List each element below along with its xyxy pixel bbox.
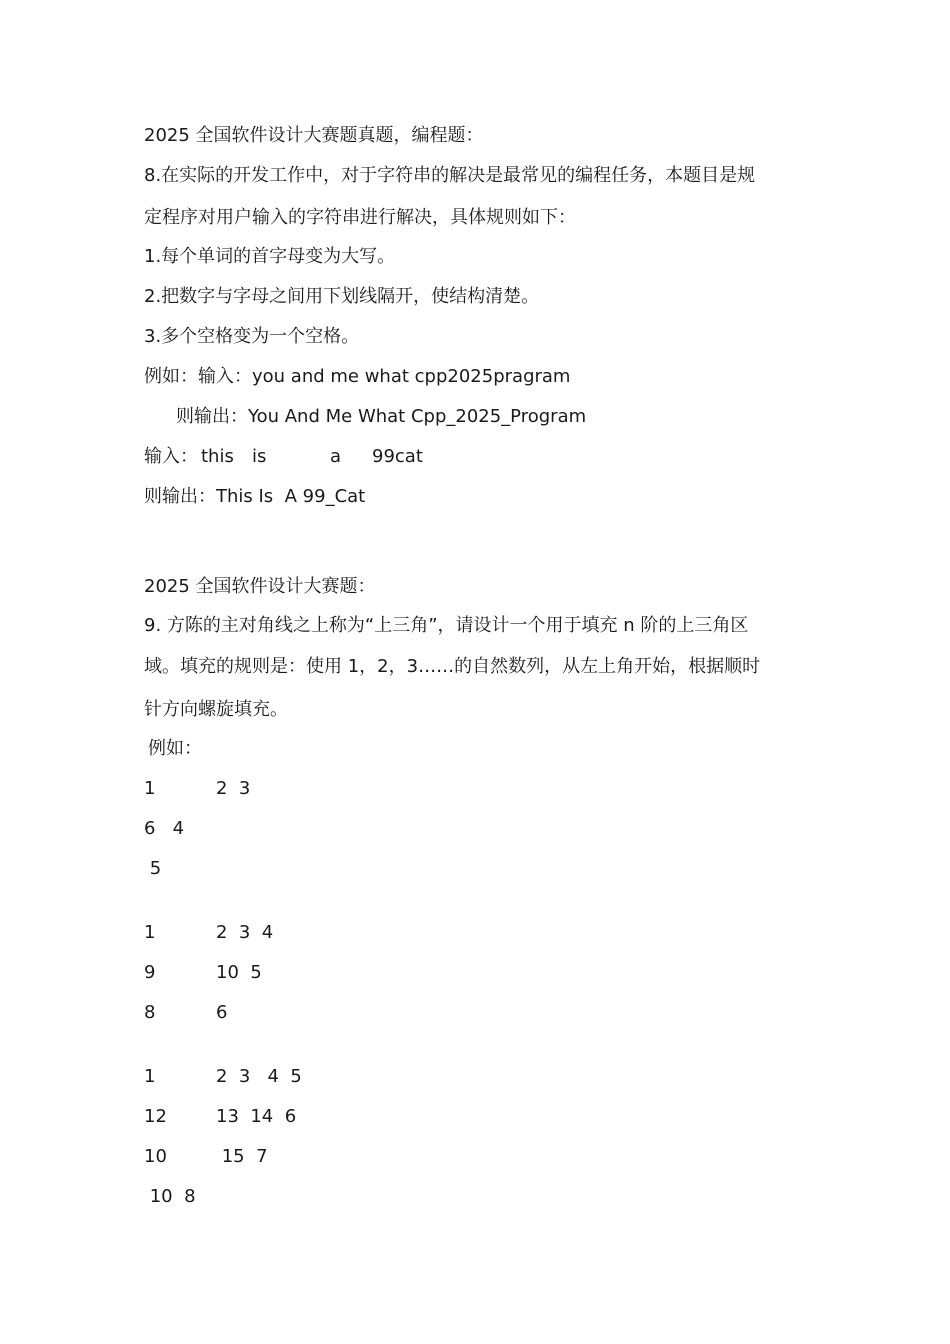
question9-line1: 9. 方陈的主对角线之上称为“上三角”，请设计一个用于填充 n 阶的上三角区 [144, 615, 749, 636]
matrix-cell: 2 3 4 5 [216, 1066, 302, 1087]
example2-word: is [252, 446, 267, 467]
question8-line1: 8.在实际的开发工作中，对于字符串的解决是最常见的编程任务，本题目是规 [144, 165, 756, 186]
matrix-cell: 8 [144, 1002, 156, 1023]
matrix-cell: 13 14 6 [216, 1106, 297, 1127]
matrix-cell: 9 [144, 962, 156, 983]
matrix-cell: 1 [144, 922, 156, 943]
section2-heading: 2025 全国软件设计大赛题： [144, 576, 376, 597]
matrix-cell: 10 8 [144, 1186, 196, 1207]
matrix-cell: 2 3 4 [216, 922, 274, 943]
matrix-cell: 15 7 [216, 1146, 268, 1167]
rule-2: 2.把数字与字母之间用下划线隔开，使结构清楚。 [144, 286, 540, 307]
matrix-cell: 2 3 [216, 778, 251, 799]
rule-1: 1.每个单词的首字母变为大写。 [144, 246, 396, 267]
example1-input: 例如：输入：you and me what cpp2025pragram [144, 366, 571, 387]
question9-line3: 针方向螺旋填充。 [144, 699, 288, 720]
matrix-cell: 1 [144, 1066, 156, 1087]
example2-word: a [330, 446, 342, 467]
example-label: 例如： [148, 738, 202, 759]
matrix-cell: 6 [216, 1002, 228, 1023]
example2-input-prefix: 输入： [144, 446, 198, 467]
question8-line2: 定程序对用户输入的字符串进行解决，具体规则如下： [144, 207, 576, 228]
question9-line2: 域。填充的规则是：使用 1，2，3……的自然数列，从左上角开始，根据顺时 [144, 656, 761, 677]
example2-output: 则输出：This Is A 99_Cat [144, 486, 366, 507]
matrix-cell: 5 [144, 858, 162, 879]
matrix-cell: 12 [144, 1106, 167, 1127]
matrix-cell: 10 5 [216, 962, 262, 983]
matrix-cell: 6 4 [144, 818, 185, 839]
example1-output: 则输出：You And Me What Cpp_2025_Program [176, 406, 587, 427]
matrix-cell: 10 [144, 1146, 167, 1167]
matrix-cell: 1 [144, 778, 156, 799]
rule-3: 3.多个空格变为一个空格。 [144, 326, 360, 347]
section1-heading: 2025 全国软件设计大赛题真题，编程题： [144, 125, 484, 146]
example2-word: this [201, 446, 234, 467]
example2-word: 99cat [372, 446, 423, 467]
